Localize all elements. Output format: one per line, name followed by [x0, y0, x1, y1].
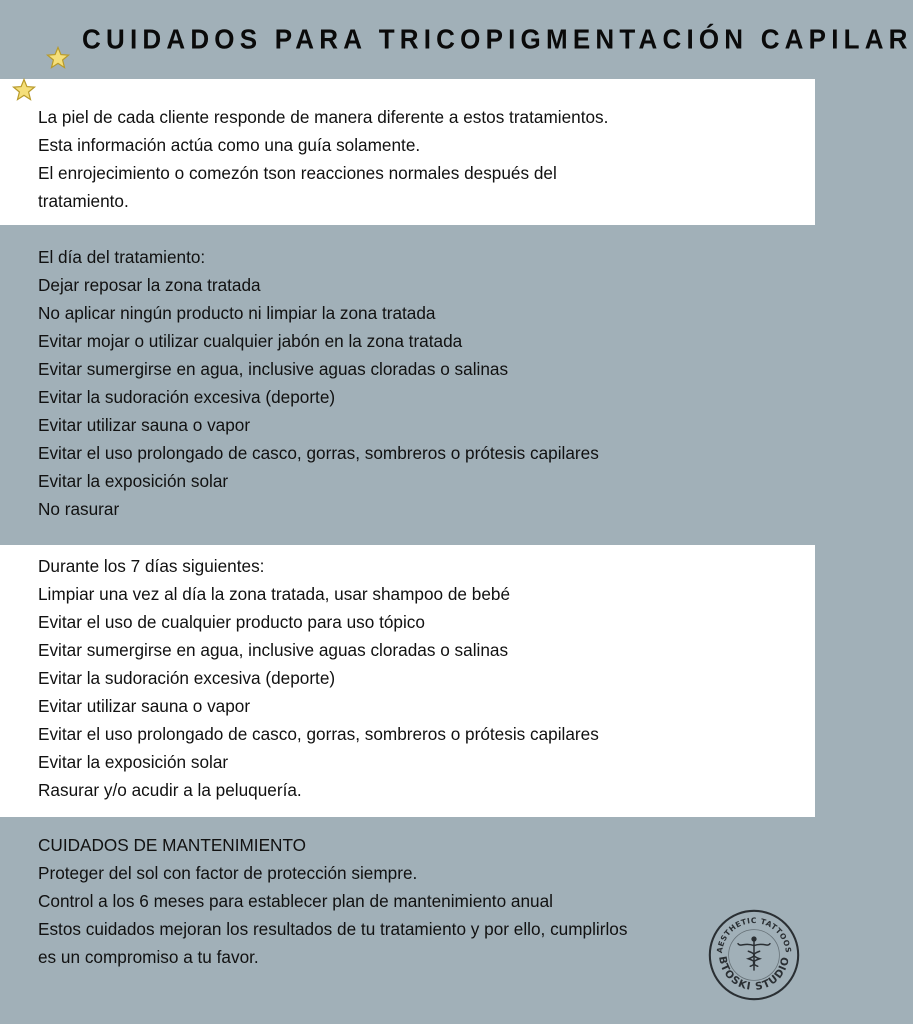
list-item: Limpiar una vez al día la zona tratada, usar shampoo de bebé: [38, 584, 511, 604]
list-item: Evitar el uso de cualquier producto para uso tópico: [38, 612, 425, 632]
caduceus-icon: [738, 937, 770, 970]
header-band: [0, 0, 913, 79]
stamp-top-text: AESTHETIC TATTOOS: [714, 916, 793, 954]
list-item: Evitar la sudoración excesiva (deporte): [38, 387, 336, 407]
day-of-treatment-section: [0, 225, 815, 545]
list-item: Evitar la exposición solar: [38, 471, 229, 491]
intro-line: El enrojecimiento o comezón tson reacciones normales después del: [38, 163, 557, 183]
star-icon: [46, 46, 70, 70]
list-item: Rasurar y/o acudir a la peluquería.: [38, 780, 302, 800]
list-item: No aplicar ningún producto ni limpiar la zona tratada: [38, 303, 436, 323]
list-item: Evitar la sudoración excesiva (deporte): [38, 668, 336, 688]
list-item: Evitar el uso prolongado de casco, gorras, sombreros o prótesis capilares: [38, 443, 599, 463]
list-item: No rasurar: [38, 499, 120, 519]
intro-line: Esta información actúa como una guía solamente.: [38, 135, 421, 155]
list-item: Control a los 6 meses para establecer plan de mantenimiento anual: [38, 891, 553, 911]
list-item: Estos cuidados mejoran los resultados de tu tratamiento y por ello, cumplirlos: [38, 919, 628, 939]
list-item: es un compromiso a tu favor.: [38, 947, 259, 967]
section-heading: CUIDADOS DE MANTENIMIENTO: [38, 835, 307, 855]
list-item: Dejar reposar la zona tratada: [38, 275, 261, 295]
page-title: CUIDADOS PARA TRICOPIGMENTACIÓN CAPILAR: [82, 23, 913, 55]
list-item: Evitar sumergirse en agua, inclusive aguas cloradas o salinas: [38, 359, 509, 379]
list-item: Evitar utilizar sauna o vapor: [38, 696, 251, 716]
stamp-bottom-text: BTOSKI STUDIO: [716, 955, 793, 993]
list-item: Proteger del sol con factor de protección siempre.: [38, 863, 418, 883]
section-heading: Durante los 7 días siguientes:: [38, 556, 265, 576]
studio-logo-seal: [707, 908, 801, 1002]
star-icon: [12, 78, 36, 102]
intro-section: [0, 79, 815, 225]
list-item: Evitar utilizar sauna o vapor: [38, 415, 251, 435]
list-item: Evitar sumergirse en agua, inclusive aguas cloradas o salinas: [38, 640, 509, 660]
section-heading: El día del tratamiento:: [38, 247, 206, 267]
list-item: Evitar mojar o utilizar cualquier jabón en la zona tratada: [38, 331, 463, 351]
intro-line: tratamiento.: [38, 191, 129, 211]
maintenance-section: [0, 817, 815, 1024]
next-seven-days-section: [0, 545, 815, 817]
list-item: Evitar el uso prolongado de casco, gorras, sombreros o prótesis capilares: [38, 724, 599, 744]
intro-line: La piel de cada cliente responde de manera diferente a estos tratamientos.: [38, 107, 609, 127]
list-item: Evitar la exposición solar: [38, 752, 229, 772]
